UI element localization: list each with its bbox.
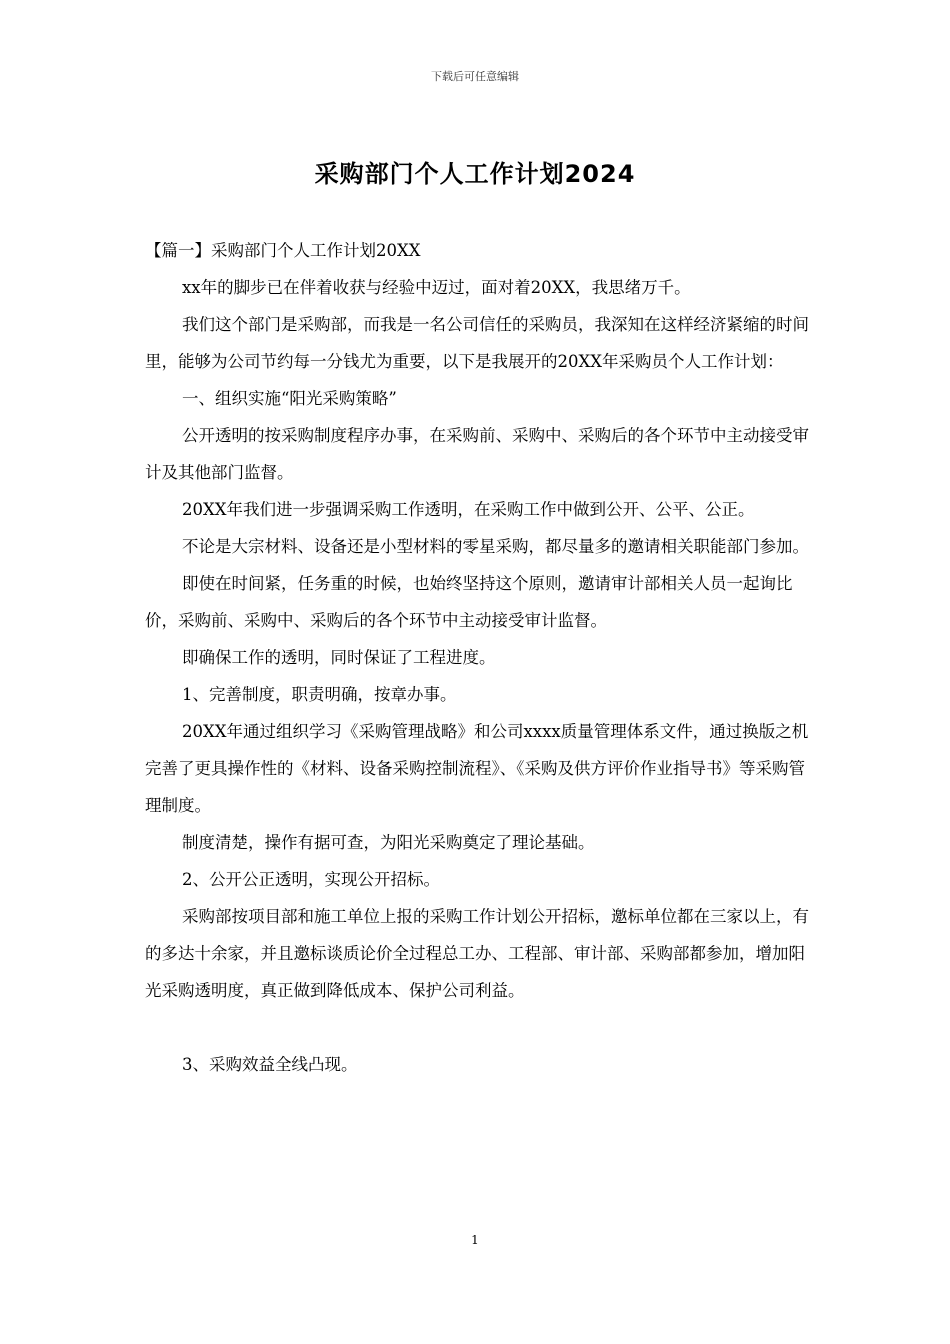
document-title: 采购部门个人工作计划2024 — [314, 160, 636, 188]
subheading: 3、采购效益全线凸现。 — [182, 1055, 358, 1074]
paragraph: 即确保工作的透明，同时保证了工程进度。 — [182, 648, 496, 667]
paragraph: 采购部按项目部和施工单位上报的采购工作计划公开招标，邀标单位都在三家以上，有的多达十余家，并且邀标谈质论价全过程总工办、工程部、审计部、采购部都参加，增加阳光采购透明度，真正做到降低成本、保护公司利益。 — [145, 907, 809, 1000]
paragraph: 制度清楚，操作有据可查，为阳光采购奠定了理论基础。 — [182, 833, 595, 852]
page-number: 1 — [471, 1233, 479, 1247]
document-body — [145, 232, 810, 1083]
paragraph: 我们这个部门是采购部，而我是一名公司信任的采购员，我深知在这样经济紧缩的时间里，能够为公司节约每一分钱尤为重要，以下是我展开的20XX年采购员个人工作计划： — [145, 315, 809, 371]
paragraph: 即使在时间紧，任务重的时候，也始终坚持这个原则，邀请审计部相关人员一起询比价，采购前、采购中、采购后的各个环节中主动接受审计监督。 — [145, 574, 793, 630]
paragraph: xx年的脚步已在伴着收获与经验中迈过，面对着20XX，我思绪万千。 — [182, 278, 691, 297]
paragraph: 20XX年我们进一步强调采购工作透明，在采购工作中做到公开、公平、公正。 — [182, 500, 755, 519]
subheading: 2、公开公正透明，实现公开招标。 — [182, 870, 440, 889]
section-heading-part-one: 【篇一】采购部门个人工作计划20XX — [145, 241, 421, 260]
paragraph: 不论是大宗材料、设备还是小型材料的零星采购，都尽量多的邀请相关职能部门参加。 — [182, 537, 809, 556]
paragraph: 20XX年通过组织学习《采购管理战略》和公司xxxx质量管理体系文件，通过换版之机完善了更具操作性的《材料、设备采购控制流程》、《采购及供方评价作业指导书》等采购管理制度。 — [145, 722, 809, 815]
subheading: 一、组织实施“阳光采购策略” — [182, 389, 397, 408]
page-header: 下载后可任意编辑 — [431, 70, 519, 83]
paragraph: 公开透明的按采购制度程序办事，在采购前、采购中、采购后的各个环节中主动接受审计及其他部门监督。 — [145, 426, 809, 482]
paragraph-spacer — [145, 1009, 810, 1046]
subheading: 1、完善制度，职责明确，按章办事。 — [182, 685, 457, 704]
